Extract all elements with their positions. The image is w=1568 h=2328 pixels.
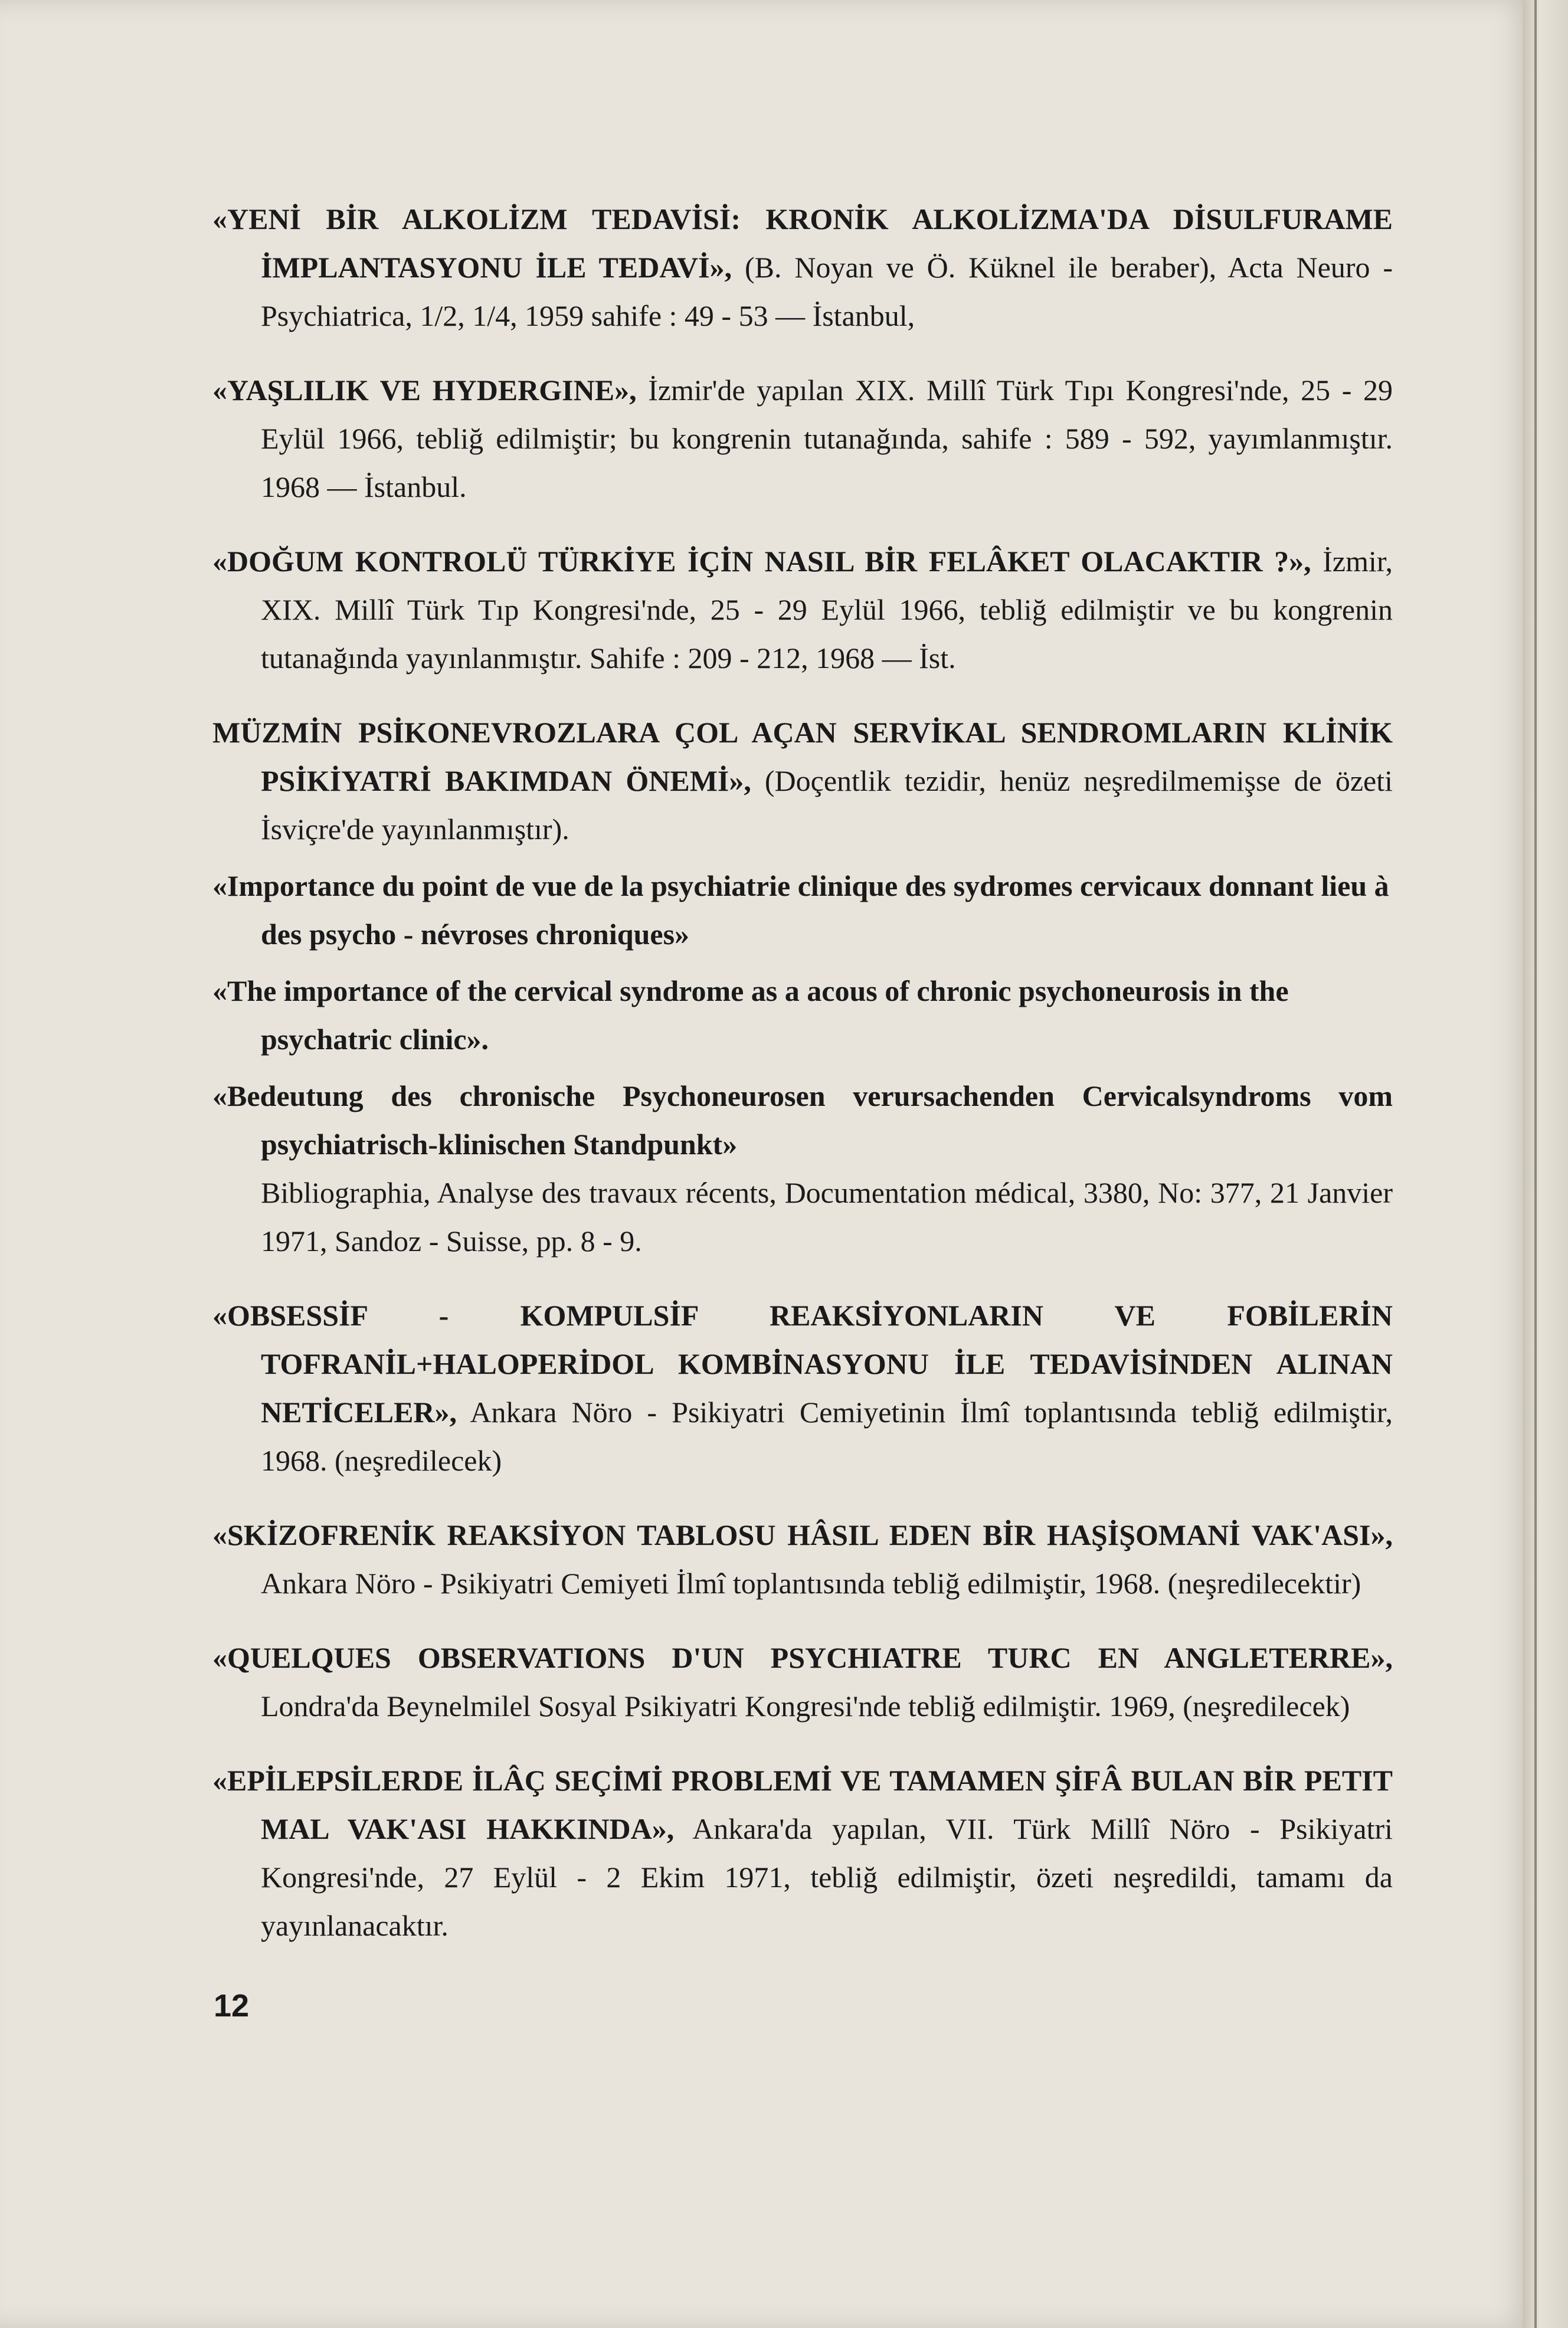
book-gutter (1523, 0, 1568, 2328)
page-edge (1534, 0, 1537, 2328)
bibliography-entry (212, 1511, 1393, 1607)
entry-title: «YAŞLILIK VE HYDERGINE», (212, 374, 637, 407)
translated-title-english: «The importance of the cervical syndrome as a acous of chronic psychoneurosis in the psychatric clinic». (212, 974, 1289, 1056)
entry-title: «QUELQUES OBSERVATIONS D'UN PSYCHIATRE TURC EN ANGLETERRE», (212, 1641, 1393, 1674)
bibliography-entry (212, 537, 1393, 682)
entry-title: MÜZMİN PSİKONEVROZLARA ÇOL AÇAN SERVİKAL SENDROMLARIN KLİNİK PSİKİYATRİ BAKIMDAN ÖNEMİ», (212, 716, 1393, 797)
entry-details: Ankara Nöro - Psikiyatri Cemiyeti İlmî toplantısında tebliğ edilmiştir, 1968. (neşredilecektir) (261, 1567, 1361, 1600)
entry-details: Ankara Nöro - Psikiyatri Cemiyetinin İlmî toplantısında tebliğ edilmiştir, 1968. (neşredilecek) (261, 1396, 1393, 1477)
bibliography-entry (212, 366, 1393, 511)
entry-details: Ankara'da yapılan, VII. Türk Millî Nöro - Psikiyatri Kongresi'nde, 27 Eylül - 2 Ekim 1971, tebliğ edilmiştir, özeti neşredildi, tamamı da yayınlanacaktır. (261, 1812, 1393, 1942)
entry-title: «DOĞUM KONTROLÜ TÜRKİYE İÇİN NASIL BİR FELÂKET OLACAKTIR ?», (212, 545, 1311, 578)
entry-details: İzmir'de yapılan XIX. Millî Türk Tıpı Kongresi'nde, 25 - 29 Eylül 1966, tebliğ edilmiştir; bu kongrenin tutanağında, sahife : 589 - 592, yayımlanmıştır. 1968 — İstanbul. (261, 374, 1393, 503)
entry-details: (Doçentlik tezidir, henüz neşredilmemişse de özeti İsviçre'de yayınlanmıştır). (261, 764, 1393, 846)
entry-title: «SKİZOFRENİK REAKSİYON TABLOSU HÂSIL EDEN BİR HAŞİŞOMANİ VAK'ASI», (212, 1518, 1393, 1551)
page-number: 12 (214, 1988, 250, 2024)
translated-title-french: «Importance du point de vue de la psychiatrie clinique des sydromes cervicaux donnant lieu à des psycho - névroses chroniques» (212, 869, 1389, 951)
bibliography-entry (212, 1633, 1393, 1730)
bibliography-entry (212, 195, 1393, 340)
translated-title-german: «Bedeutung des chronische Psychoneurosen verursachenden Cervicalsyndroms vom psychiatrisch-klinischen Standpunkt» Bibliographia, Analyse des travaux récents, Documentation médical, 3380, No: 377, 21 Janvier 1971, Sandoz - Suisse, pp. 8 - 9. (212, 1079, 1393, 1258)
entry-title: «EPİLEPSİLERDE İLÂÇ SEÇİMİ PROBLEMİ VE TAMAMEN ŞİFÂ BULAN BİR PETIT MAL VAK'ASI HAKKINDA», (212, 1764, 1393, 1845)
entry-title: «YENİ BİR ALKOLİZM TEDAVİSİ: KRONİK ALKOLİZMA'DA DİSULFURAME İMPLANTASYONU İLE TEDAVİ», (212, 202, 1393, 284)
entry-details: (B. Noyan ve Ö. Küknel ile beraber), Acta Neuro - Psychiatrica, 1/2, 1/4, 1959 sahife : 49 - 53 — İstanbul, (261, 251, 1393, 332)
entry-title: «OBSESSİF - KOMPULSİF REAKSİYONLARIN VE FOBİLERİN TOFRANİL+HALOPERİDOL KOMBİNASYONU İLE TEDAVİSİNDEN ALINAN NETİCELER», (212, 1299, 1393, 1429)
entry-details: Bibliographia, Analyse des travaux récents, Documentation médical, 3380, No: 377, 21 Janvier 1971, Sandoz - Suisse, pp. 8 - 9. (261, 1176, 1393, 1258)
entry-details: Londra'da Beynelmilel Sosyal Psikiyatri Kongresi'nde tebliğ edilmiştir. 1969, (neşredilecek) (261, 1689, 1350, 1723)
bibliography-entry (212, 1756, 1393, 1950)
bibliography-list (212, 195, 1393, 1976)
entry-details: İzmir, XIX. Millî Türk Tıp Kongresi'nde, 25 - 29 Eylül 1966, tebliğ edilmiştir ve bu kongrenin tutanağında yayınlanmıştır. Sahife : 209 - 212, 1968 — İst. (261, 545, 1393, 675)
bibliography-entry (212, 1291, 1393, 1485)
bibliography-entry (212, 708, 1393, 853)
